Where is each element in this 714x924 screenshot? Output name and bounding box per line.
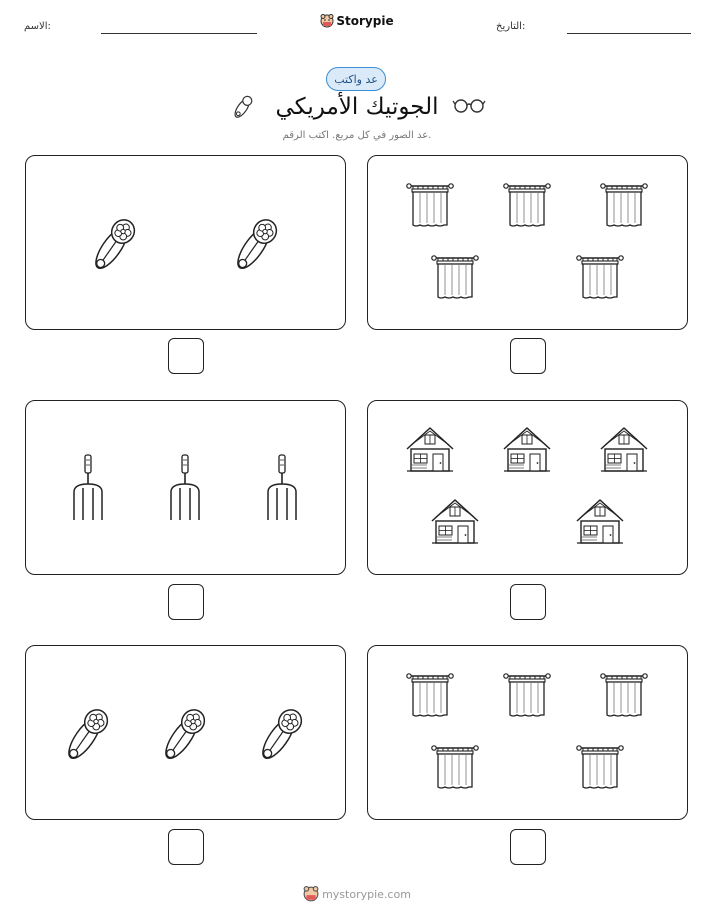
page-title: الجوتيك الأمريكي [275, 94, 439, 120]
curtain-icon [432, 746, 478, 788]
instructions: عد الصور في كل مربع. اكتب الرقم. [282, 130, 432, 141]
curtain-icon [504, 184, 550, 226]
brand-name: Storypie [336, 14, 394, 28]
house-icon [504, 428, 550, 471]
curtain-icon [407, 674, 453, 716]
house-icon [407, 428, 453, 471]
pitchfork-icon [74, 455, 102, 520]
curtain-icon [432, 256, 478, 298]
house-icon [577, 500, 623, 543]
curtain-icon [601, 674, 647, 716]
storypie-mascot-icon [303, 886, 319, 902]
activity-badge: عد واكتب [326, 67, 386, 91]
name-label: الاسم: [24, 21, 51, 32]
safety-pin-icon [62, 705, 112, 763]
curtain-icon [407, 184, 453, 226]
pitchfork-icon [268, 455, 296, 520]
pitchfork-icon [171, 455, 199, 520]
safety-pin-icon [256, 705, 306, 763]
safety-pin-icon [159, 705, 209, 763]
house-icon [601, 428, 647, 471]
house-icon [432, 500, 478, 543]
curtain-icon [601, 184, 647, 226]
footer-url: mystorypie.com [322, 888, 411, 901]
curtain-icon [577, 746, 623, 788]
date-label: التاريخ: [496, 21, 526, 32]
safety-pin-icon [89, 215, 139, 273]
curtain-icon [577, 256, 623, 298]
curtain-icon [504, 674, 550, 716]
footer [0, 886, 714, 902]
safety-pin-icon [231, 215, 281, 273]
